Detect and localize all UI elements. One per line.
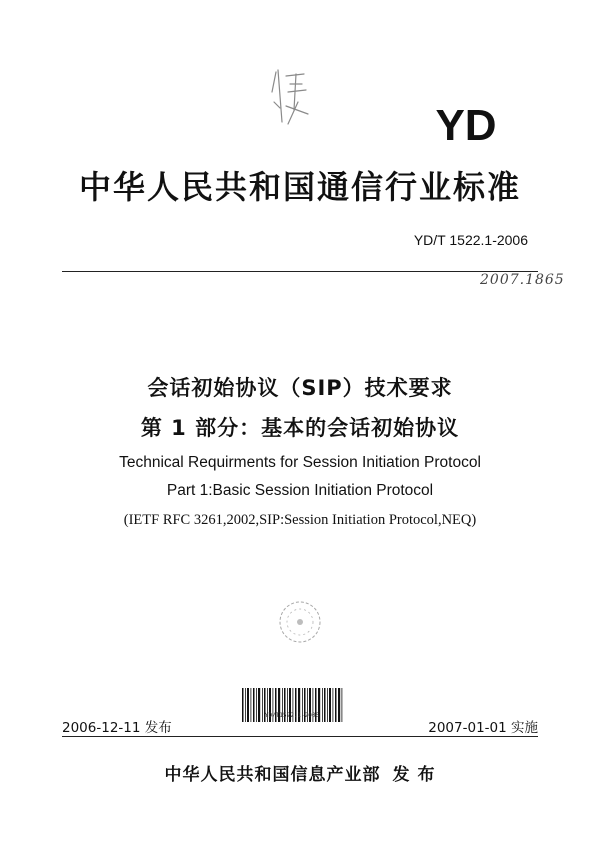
- issuer-name: 中华人民共和国信息产业部: [164, 765, 381, 785]
- standard-code: YD/T 1522.1-2006: [413, 232, 528, 248]
- title-en-line2: Part 1:Basic Session Initiation Protocol: [166, 482, 434, 499]
- handwritten-number: 2007.1865: [480, 272, 565, 288]
- header-divider: [62, 271, 538, 272]
- yd-logo: [430, 100, 502, 148]
- implement-date: 2007-01-01 实施: [428, 720, 538, 736]
- title-cn-line1: 会话初始协议（SIP）技术要求: [147, 376, 453, 400]
- title-cn-line2: 第 1 部分：基本的会话初始协议: [140, 416, 460, 440]
- svg-text:YD: YD: [435, 101, 497, 148]
- issuer-suffix: 发 布: [392, 765, 436, 785]
- standard-name: 中华人民共和国通信行业标准: [78, 168, 521, 206]
- issuer: [0, 760, 600, 785]
- handwritten-mark: [268, 62, 312, 130]
- reference-note: (IETF RFC 3261,2002,SIP:Session Initiation Protocol,NEQ): [123, 512, 477, 528]
- barcode-caption: YD/T1522.1-2006: [264, 712, 320, 719]
- issue-date: 2006-12-11 发布: [62, 720, 172, 736]
- title-en-line1: Technical Requirments for Session Initiation Protocol: [119, 454, 481, 471]
- stamp-seal: [276, 598, 324, 646]
- footer-divider: [62, 736, 538, 737]
